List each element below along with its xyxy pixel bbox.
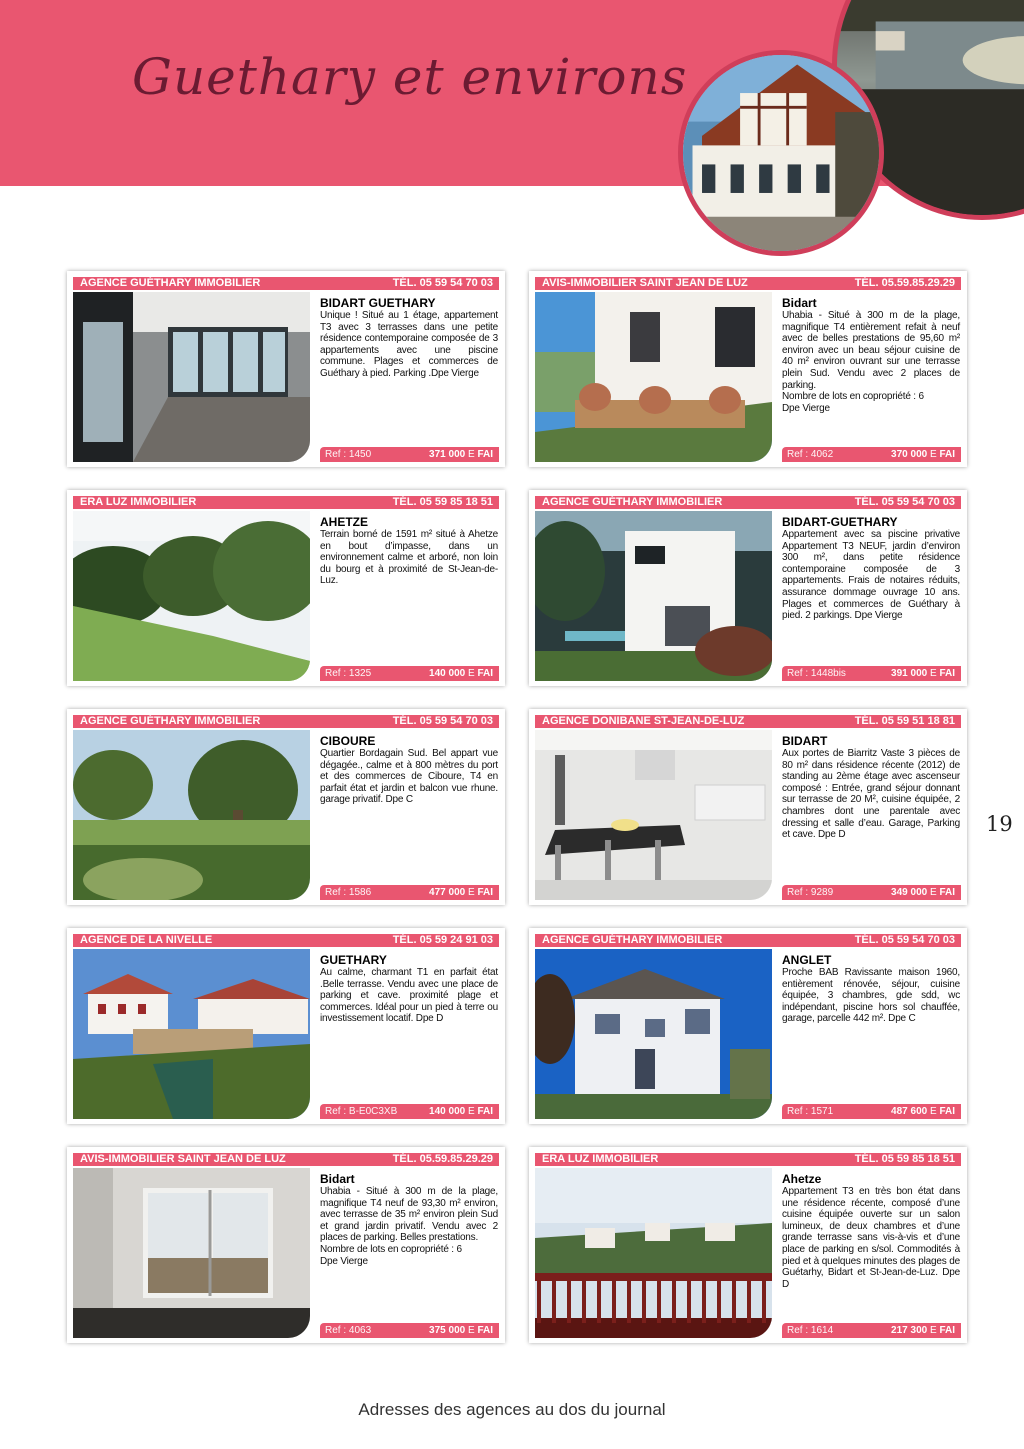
price-value: 349 000 xyxy=(891,887,928,898)
listing-photo[interactable] xyxy=(73,511,310,681)
listing-title: AHETZE xyxy=(320,515,368,529)
listing-description: Appartement T3 en très bon état dans une résidence récente, composé d’une cuisine équipée ouverte sur un salon lumineux, de deux chambres et d’une grande terrasse sans vis-à-vis et d’une place de parking en s/sol. Commodités à pied et à quelques minutes des plages de Guétarhy, Bidart et St-Jean-de-Luz. Dpe D xyxy=(782,1186,960,1290)
listing-footer xyxy=(782,1104,961,1119)
listing-card[interactable] xyxy=(67,709,505,905)
listing-description: Terrain borné de 1591 m² situé à Ahetze en bout d’impasse, dans un environnement calme et arboré, non loin du bourg et à proximité de St-Jean-de-Luz. xyxy=(320,529,498,587)
listing-text xyxy=(782,297,960,414)
listing-header xyxy=(535,496,961,509)
footer-note: Adresses des agences au dos du journal xyxy=(358,1400,666,1419)
price-value: 140 000 xyxy=(429,668,466,679)
listing-ref: Ref : 4063 xyxy=(325,1325,372,1336)
listing-card[interactable] xyxy=(529,1147,967,1343)
listing-header xyxy=(73,715,499,728)
price-currency: E xyxy=(467,887,475,898)
listing-description: Au calme, charmant T1 en parfait état .Belle terrasse. Vendu avec une place de parking et cave. proximité plage et commerces. Idéal pour un pied à terre ou investissement locatif. Dpe D xyxy=(320,967,498,1025)
listing-header xyxy=(73,1153,499,1166)
listing-ref: Ref : 9289 xyxy=(787,887,834,898)
price-currency: E xyxy=(929,1325,937,1336)
price-currency: E xyxy=(929,1106,937,1117)
agency-name: AGENCE GUÉTHARY IMMOBILIER xyxy=(80,715,261,727)
listing-text xyxy=(782,1173,960,1290)
listing-price xyxy=(891,1323,955,1338)
price-value: 375 000 xyxy=(429,1325,466,1336)
price-suffix: FAI xyxy=(477,668,493,679)
listing-price xyxy=(429,885,493,900)
price-value: 487 600 xyxy=(891,1106,928,1117)
listing-card[interactable] xyxy=(529,928,967,1124)
listing-ref: Ref : 1614 xyxy=(787,1325,834,1336)
price-suffix: FAI xyxy=(939,887,955,898)
agency-phone: TÉL. 05.59.85.29.29 xyxy=(854,277,955,289)
listing-photo[interactable] xyxy=(535,730,772,900)
listing-photo[interactable] xyxy=(73,1168,310,1338)
listing-text xyxy=(782,516,960,622)
listing-price xyxy=(891,447,955,462)
listing-header xyxy=(535,1153,961,1166)
listing-description: Uhabia - Situé à 300 m de la plage, magnifique T4 entièrement refait à neuf avec de belles prestations de 95,60 m² environ avec un beau séjour cuisine de 40 m² environ ouvrant sur une terrasse plein Sud. Vendu avec 2 places de parking. Nombre de lots en copropriété : 6 Dpe Vierge xyxy=(782,310,960,414)
listing-price xyxy=(429,447,493,462)
listing-footer xyxy=(320,1323,499,1338)
agency-phone: TÉL. 05 59 85 18 51 xyxy=(854,1153,955,1165)
price-value: 370 000 xyxy=(891,449,928,460)
listing-card[interactable] xyxy=(67,490,505,686)
listing-photo[interactable] xyxy=(535,292,772,462)
listing-header xyxy=(535,277,961,290)
price-suffix: FAI xyxy=(939,449,955,460)
price-suffix: FAI xyxy=(939,1325,955,1336)
agency-name: AGENCE DONIBANE ST-JEAN-DE-LUZ xyxy=(542,715,745,727)
listing-text xyxy=(320,735,498,806)
listing-footer xyxy=(782,666,961,681)
listing-title: BIDART-GUETHARY xyxy=(782,515,898,529)
listing-photo[interactable] xyxy=(73,292,310,462)
price-value: 477 000 xyxy=(429,887,466,898)
listing-card[interactable] xyxy=(67,271,505,467)
listing-description: Proche BAB Ravissante maison 1960, entièrement rénovée, séjour, cuisine équipée, 3 chambres, gde sdd, wc indépendant, piscine hors sol chauffée, garage, parcelle 442 m². Dpe C xyxy=(782,967,960,1025)
price-value: 217 300 xyxy=(891,1325,928,1336)
listing-photo[interactable] xyxy=(535,949,772,1119)
price-suffix: FAI xyxy=(477,1106,493,1117)
listing-price xyxy=(891,666,955,681)
agency-phone: TÉL. 05 59 24 91 03 xyxy=(392,934,493,946)
agency-phone: TÉL. 05 59 54 70 03 xyxy=(854,934,955,946)
price-currency: E xyxy=(929,668,937,679)
listing-ref: Ref : 1571 xyxy=(787,1106,834,1117)
listing-price xyxy=(429,666,493,681)
listing-photo[interactable] xyxy=(535,1168,772,1338)
listing-card[interactable] xyxy=(529,490,967,686)
header-photo-villa xyxy=(678,50,884,256)
agency-name: AGENCE GUÉTHARY IMMOBILIER xyxy=(542,496,723,508)
listing-text xyxy=(320,1173,498,1267)
price-suffix: FAI xyxy=(939,668,955,679)
listing-footer xyxy=(782,885,961,900)
listing-footer xyxy=(782,447,961,462)
price-currency: E xyxy=(929,887,937,898)
listing-header xyxy=(73,496,499,509)
listing-title: ANGLET xyxy=(782,953,832,967)
agency-name: AGENCE DE LA NIVELLE xyxy=(80,934,213,946)
listing-title: BIDART xyxy=(782,734,828,748)
listing-price xyxy=(891,885,955,900)
agency-name: ERA LUZ IMMOBILIER xyxy=(542,1153,659,1165)
listing-header xyxy=(535,715,961,728)
listing-price xyxy=(429,1323,493,1338)
listing-footer xyxy=(320,447,499,462)
agency-name: AVIS-IMMOBILIER SAINT JEAN DE LUZ xyxy=(80,1153,286,1165)
agency-name: AGENCE GUÉTHARY IMMOBILIER xyxy=(542,934,723,946)
listing-title: Bidart xyxy=(320,1172,355,1186)
listing-ref: Ref : 1325 xyxy=(325,668,372,679)
listing-description: Quartier Bordagain Sud. Bel appart vue dégagée., calme et à 800 mètres du port et des commerces de Ciboure, T4 en parfait état et jardin et balcon vue rhune. garage privatif. Dpe C xyxy=(320,748,498,806)
agency-name: ERA LUZ IMMOBILIER xyxy=(80,496,197,508)
listing-price xyxy=(429,1104,493,1119)
listing-text xyxy=(782,735,960,841)
price-currency: E xyxy=(467,1106,475,1117)
price-currency: E xyxy=(467,668,475,679)
listing-text xyxy=(320,516,498,587)
listing-footer xyxy=(320,666,499,681)
listing-title: Ahetze xyxy=(782,1172,822,1186)
price-suffix: FAI xyxy=(939,1106,955,1117)
price-currency: E xyxy=(929,449,937,460)
listing-card[interactable] xyxy=(529,709,967,905)
listing-ref: Ref : 1586 xyxy=(325,887,372,898)
price-currency: E xyxy=(467,449,475,460)
listing-photo[interactable] xyxy=(73,730,310,900)
listing-description: Unique ! Situé au 1 étage, appartement T3 avec 3 terrasses dans une petite résidence contemporaine composée de 3 appartements avec une piscine commune. Plages et commerces de Guéthary à pied. Parking .Dpe Vierge xyxy=(320,310,498,379)
listing-description: Uhabia - Situé à 300 m de la plage, magnifique T4 neuf de 93,30 m² environ, avec terrasse de 35 m² environ plein Sud et grand jardin privatif. Vendu avec 2 places de parking. Belles prestations. Nombre de lots en copropriété : 6 Dpe Vierge xyxy=(320,1186,498,1267)
agency-phone: TÉL. 05 59 54 70 03 xyxy=(392,277,493,289)
listing-title: Bidart xyxy=(782,296,817,310)
listing-ref: Ref : 1450 xyxy=(325,449,372,460)
listing-title: GUETHARY xyxy=(320,953,387,967)
listing-footer xyxy=(320,885,499,900)
listing-footer xyxy=(782,1323,961,1338)
listing-price xyxy=(891,1104,955,1119)
listing-text xyxy=(320,954,498,1025)
price-suffix: FAI xyxy=(477,449,493,460)
page-number: 19 xyxy=(986,812,1013,836)
listing-ref: Ref : 4062 xyxy=(787,449,834,460)
listing-title: BIDART GUETHARY xyxy=(320,296,436,310)
agency-phone: TÉL. 05 59 85 18 51 xyxy=(392,496,493,508)
agency-name: AVIS-IMMOBILIER SAINT JEAN DE LUZ xyxy=(542,277,748,289)
agency-name: AGENCE GUÉTHARY IMMOBILIER xyxy=(80,277,261,289)
price-currency: E xyxy=(467,1325,475,1336)
price-value: 371 000 xyxy=(429,449,466,460)
price-value: 391 000 xyxy=(891,668,928,679)
agency-phone: TÉL. 05 59 54 70 03 xyxy=(854,496,955,508)
listing-photo[interactable] xyxy=(73,949,310,1119)
listing-header xyxy=(73,277,499,290)
listing-card[interactable] xyxy=(67,1147,505,1343)
listing-title: CIBOURE xyxy=(320,734,376,748)
page-title: Guethary et environs xyxy=(132,48,688,106)
listing-description: Aux portes de Biarritz Vaste 3 pièces de 80 m² dans résidence récente (2012) de standing au 2ème étage avec ascenseur composé : Entrée, grand séjour donnant sur terrasse de 20 M², cuisine équipée, 2 chambres dont une parentale avec dressing et salle d’eau. Garage, Parking et cave. Dpe D xyxy=(782,748,960,841)
listing-header xyxy=(73,934,499,947)
price-suffix: FAI xyxy=(477,1325,493,1336)
agency-phone: TÉL. 05 59 51 18 81 xyxy=(854,715,955,727)
listing-card[interactable] xyxy=(529,271,967,467)
price-value: 140 000 xyxy=(429,1106,466,1117)
listing-text xyxy=(782,954,960,1025)
listing-footer xyxy=(320,1104,499,1119)
listing-photo[interactable] xyxy=(535,511,772,681)
agency-phone: TÉL. 05 59 54 70 03 xyxy=(392,715,493,727)
price-suffix: FAI xyxy=(477,887,493,898)
listing-card[interactable] xyxy=(67,928,505,1124)
listing-description: Appartement avec sa piscine privative Appartement T3 NEUF, jardin d’environ 300 m², dans petite résidence contemporaine composée de 3 appartements. Frais de notaires réduits, assurance dommage ouvrage 10 ans. Plages et commerces de Guéthary à pied. 2 parkings. Dpe Vierge xyxy=(782,529,960,622)
listing-text xyxy=(320,297,498,380)
listing-header xyxy=(535,934,961,947)
agency-phone: TÉL. 05.59.85.29.29 xyxy=(392,1153,493,1165)
listing-ref: Ref : B-E0C3XB xyxy=(325,1106,398,1117)
listing-ref: Ref : 1448bis xyxy=(787,668,846,679)
